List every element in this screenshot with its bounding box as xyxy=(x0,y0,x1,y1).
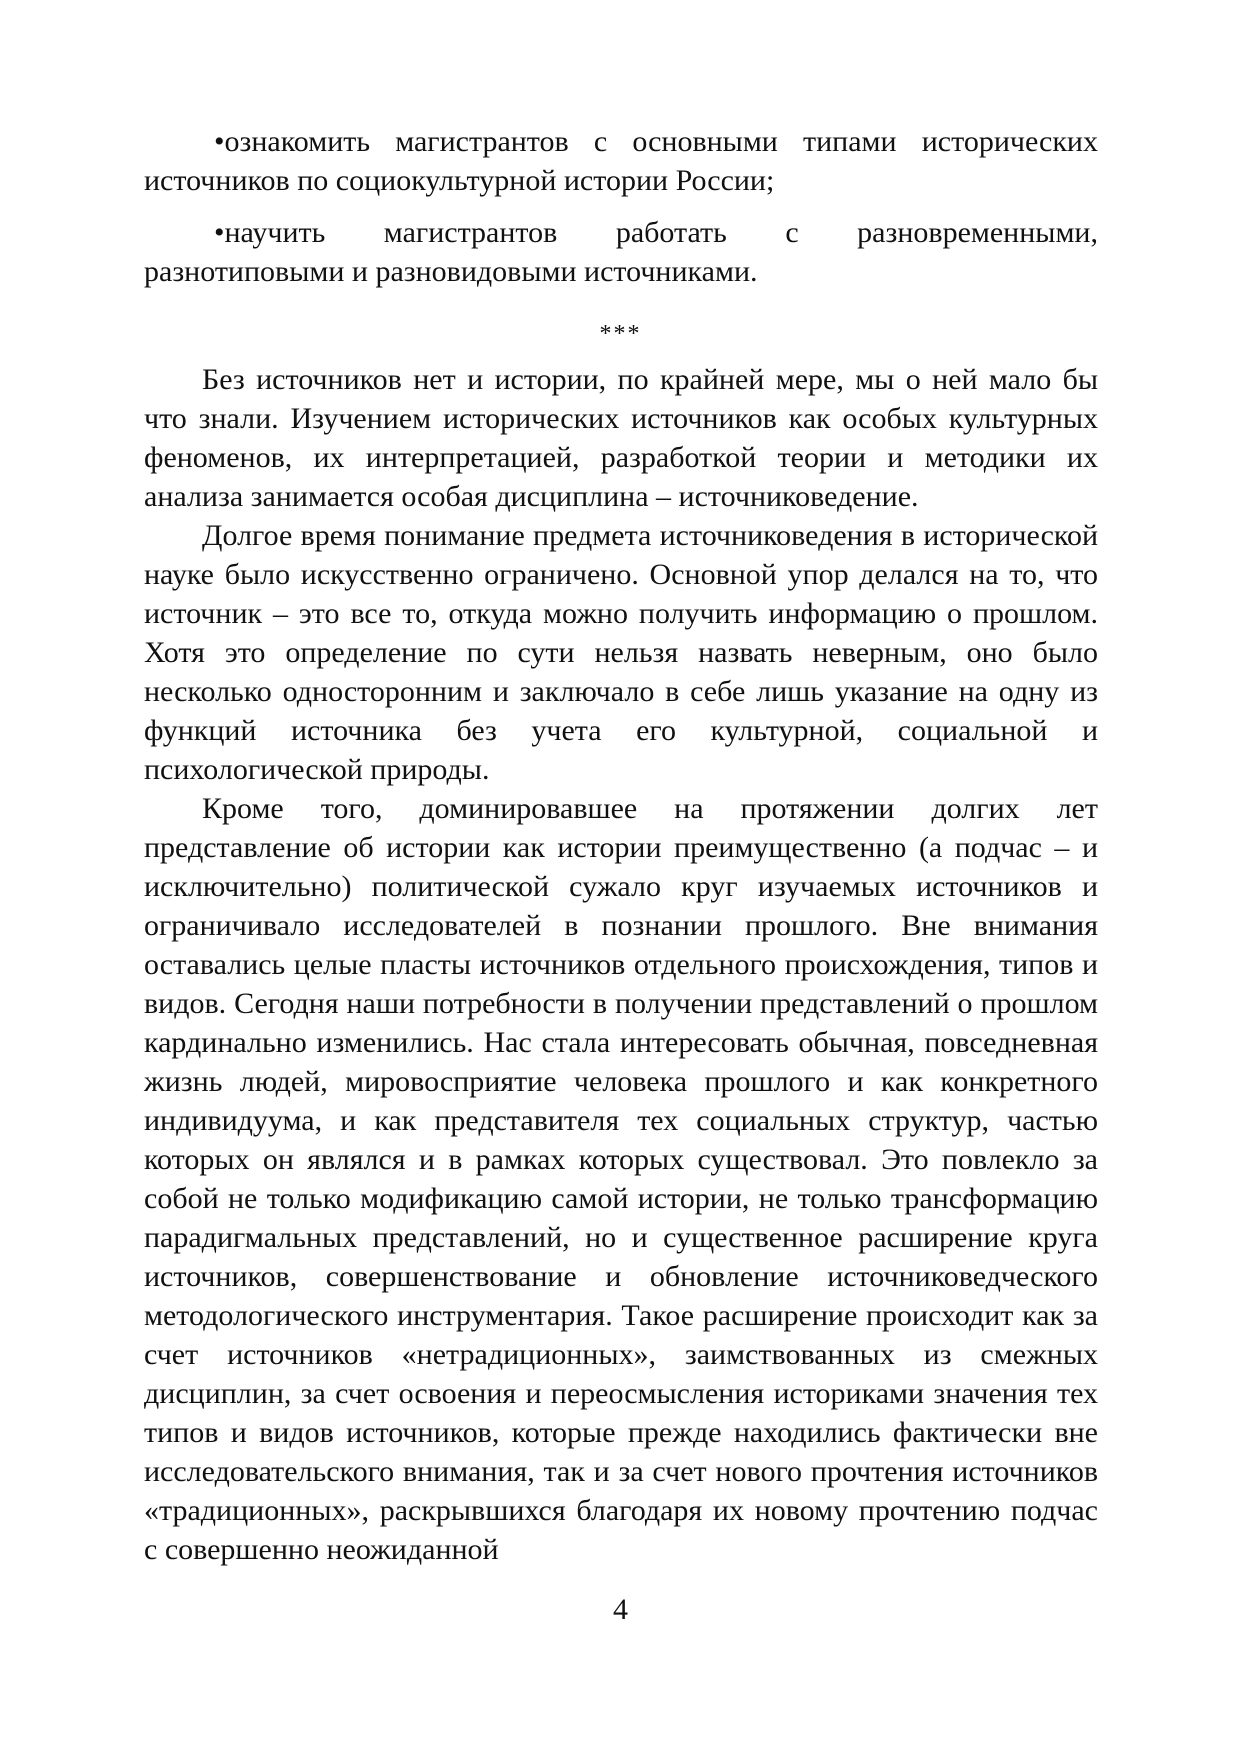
list-item: •ознакомить магистрантов с основными типами исторических источников по социокультурной истории России; xyxy=(144,125,1098,197)
paragraph: Без источников нет и истории, по крайней мере, мы о ней мало бы что знали. Изучением исторических источников как особых культурных феноменов, их интерпретацией, разработкой теории и методики их анализа занимается особая дисциплина – источниковедение. xyxy=(144,363,1098,513)
page-number: 4 xyxy=(613,1593,628,1626)
goals-list xyxy=(144,122,1098,291)
paragraph: Долгое время понимание предмета источниковедения в исторической науке было искусственно ограничено. Основной упор делался на то, что источник – это все то, откуда можно получить информацию о прошлом. Хотя это определение по сути нельзя назвать неверным, оно было несколько односторонним и заключало в себе лишь указание на одну из функций источника без учета его культурной, социальной и психологической природы. xyxy=(144,519,1098,786)
body-text xyxy=(144,360,1098,1569)
list-item: •научить магистрантов работать с разновременными, разнотиповыми и разновидовыми источниками. xyxy=(144,216,1098,288)
section-divider: *** xyxy=(599,321,642,347)
paragraph: Кроме того, доминировавшее на протяжении долгих лет представление об истории как истории преимущественно (а подчас – и исключительно) политической сужало круг изучаемых источников и ограничивало исследователей в познании прошлого. Вне внимания оставались целые пласты источников отдельного происхождения, типов и видов. Сегодня наши потребности в получении представлений о прошлом кардинально изменились. Нас стала интересовать обычная, повседневная жизнь людей, мировосприятие человека прошлого и как конкретного индивидуума, и как представителя тех социальных структур, частью которых он являлся и в рамках которых существовал. Это повлекло за собой не только модификацию самой истории, не только трансформацию парадигмальных представлений, но и существенное расширение круга источников, совершенствование и обновление источниковедческого методологического инструментария. Такое расширение происходит как за счет источников «нетрадиционных», заимствованных из смежных дисциплин, за счет освоения и переосмысления историками значения тех типов и видов источников, которые прежде находились фактически вне исследовательского внимания, так и за счет нового прочтения источников «традиционных», раскрывшихся благодаря их новому прочтению подчас с совершенно неожиданной xyxy=(144,792,1098,1566)
